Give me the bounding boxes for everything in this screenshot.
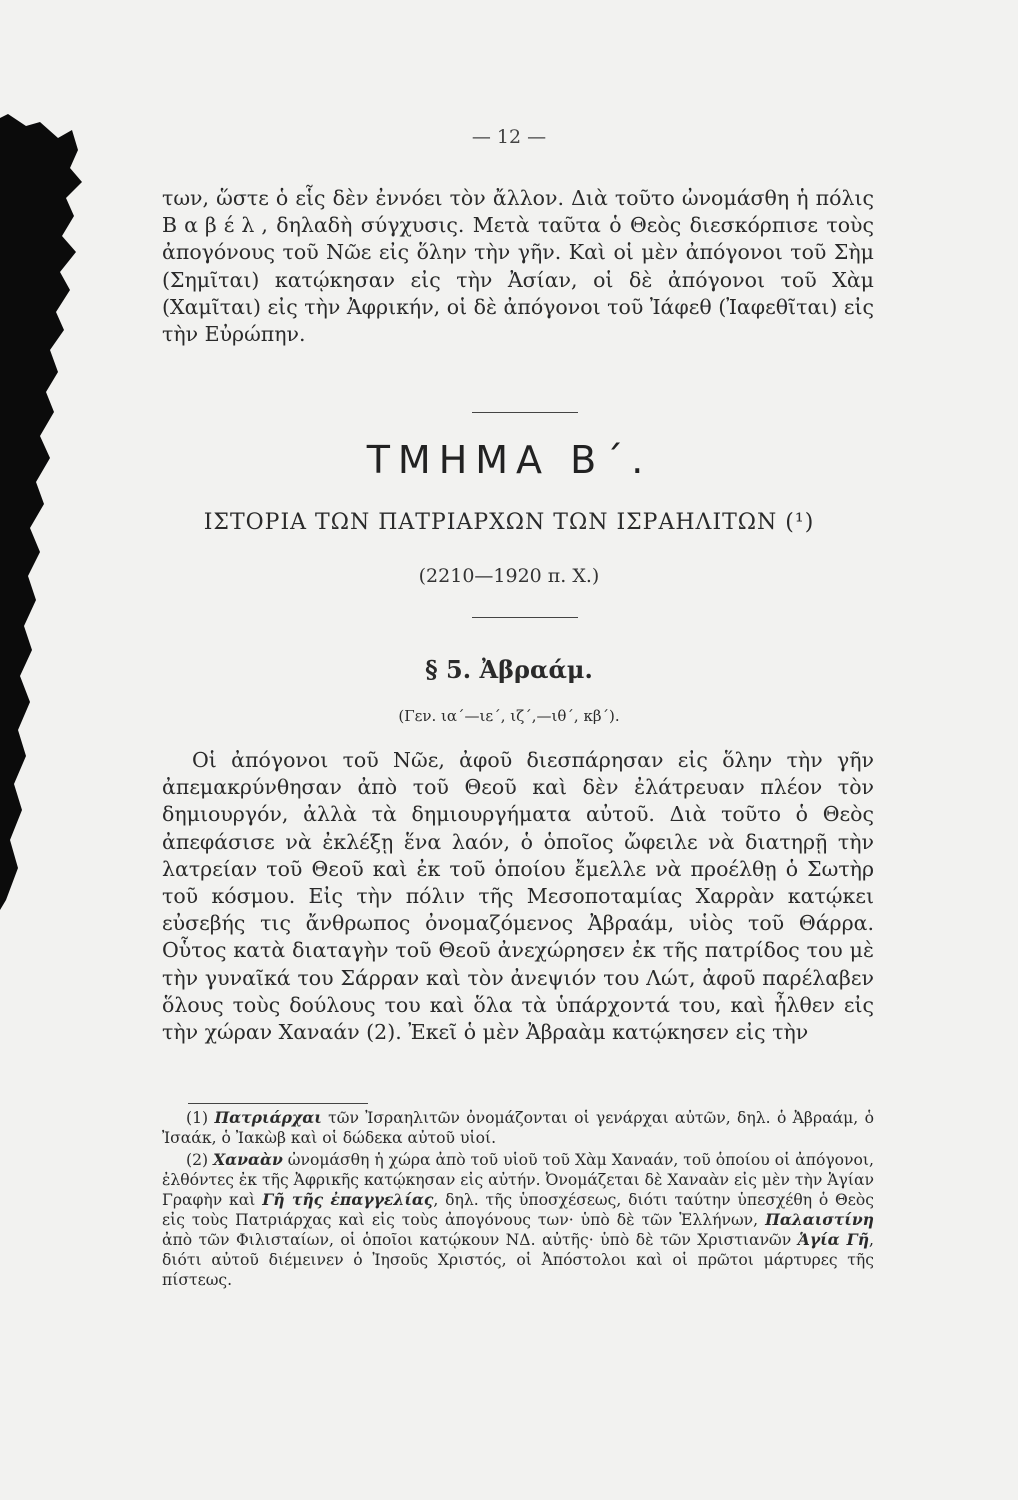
page-number: — 12 — bbox=[471, 126, 547, 148]
separator-rule-bottom bbox=[472, 617, 578, 618]
footnote-2-term-3: Παλαιστίνη bbox=[765, 1210, 874, 1229]
footnote-2-term-1: Χαναὰν bbox=[213, 1150, 283, 1169]
section-subtitle: ΙΣΤΟΡΙΑ ΤΩΝ ΠΑΤΡΙΑΡΧΩΝ ΤΩΝ ΙΣΡΑΗΛΙΤΩΝ (¹) bbox=[203, 510, 815, 535]
footnote-1-text: τῶν Ἰσραηλιτῶν ὀνομάζονται οἱ γενάρχαι αὐτῶν, δηλ. ὁ Ἀβραάμ, ὁ Ἰσαάκ, ὁ Ἰακὼβ καὶ οἱ δώδεκα αὐτοῦ υἱοί. bbox=[162, 1109, 874, 1147]
footnote-2-text-4: , διότι αὐτοῦ διέμεινεν ὁ Ἰησοῦς Χριστός, οἱ Ἀπόστολοι καὶ οἱ πρῶτοι μάρτυρες τῆς πίστεως. bbox=[162, 1231, 874, 1289]
footnote-1 bbox=[162, 1108, 874, 1148]
footnote-2-term-4: Ἁγία Γῆ bbox=[797, 1230, 870, 1249]
spaced-name-babel: Βαβέλ bbox=[162, 213, 262, 238]
footnote-1-marker: (1) bbox=[186, 1109, 209, 1127]
date-range: (2210—1920 π. Χ.) bbox=[418, 565, 600, 587]
footnote-2-marker: (2) bbox=[186, 1151, 209, 1169]
separator-rule-top bbox=[472, 412, 578, 413]
paragraph-heading: § 5. Ἀβραάμ. bbox=[425, 655, 593, 684]
footnote-2 bbox=[162, 1150, 874, 1290]
torn-page-edge bbox=[0, 0, 110, 1500]
footnote-2-text-2: , δηλ. τῆς ὑποσχέσεως, διότι ταύτην ὑπεσχέθη ὁ Θεὸς εἰς τοὺς Πατριάρχας καὶ εἰς τοὺς ἀπογόνους των· ὑπὸ δὲ τῶν Ἑλλήνων, bbox=[162, 1191, 875, 1229]
section-heading: ΤΜΗΜΑ Β΄. bbox=[366, 438, 652, 482]
continuation-text-start: των, ὥστε ὁ εἷς δὲν ἐννόει τὸν ἄλλον. Διὰ τοῦτο ὠνομάσθη ἡ πόλις bbox=[162, 186, 874, 210]
main-paragraph bbox=[162, 747, 874, 1046]
footnote-rule bbox=[188, 1103, 368, 1104]
footnote-2-term-2: Γῆ τῆς ἐπαγγελίας bbox=[262, 1190, 434, 1209]
scripture-reference: (Γεν. ια΄—ιε΄, ιζ΄,—ιθ΄, κβ΄). bbox=[398, 707, 620, 725]
footnote-1-term: Πατριάρχαι bbox=[214, 1108, 322, 1127]
main-paragraph-text: Οἱ ἀπόγονοι τοῦ Νῶε, ἀφοῦ διεσπάρησαν εἰς ὅλην τὴν γῆν ἀπεμακρύνθησαν ἀπὸ τοῦ Θεοῦ καὶ δὲν ἐλάτρευαν πλέον τὸν δημιουργόν, ἀλλὰ τὰ δημιουργήματα αὐτοῦ. Διὰ τοῦτο ὁ Θεὸς ἀπεφάσισε νὰ ἐκλέξῃ ἕνα λαόν, ὁ ὁποῖος ὤφειλε νὰ διατηρῇ τὴν λατρείαν τοῦ Θεοῦ καὶ ἐκ τοῦ ὁποίου ἔμελλε νὰ προέλθῃ ὁ Σωτὴρ τοῦ κόσμου. Εἰς τὴν πόλιν τῆς Μεσοποταμίας Χαρρὰν κατῴκει εὐσεβής τις ἄνθρωπος ὀνομαζόμενος Ἀβραάμ, υἱὸς τοῦ Θάρρα. Οὗτος κατὰ διαταγὴν τοῦ Θεοῦ ἀνεχώρησεν ἐκ τῆς πατρίδος του μὲ τὴν γυναῖκά του Σάρραν καὶ τὸν ἀνεψιόν του Λώτ, ἀφοῦ παρέλαβεν ὅλους τοὺς δούλους του καὶ ὅλα τὰ ὑπάρχοντά του, καὶ ἦλθεν εἰς τὴν χώραν Χαναάν (2). Ἐκεῖ ὁ μὲν Ἀβραὰμ κατῴκησεν εἰς τὴν bbox=[162, 748, 874, 1045]
continuation-paragraph bbox=[162, 185, 874, 348]
footnote-2-text-3: ἀπὸ τῶν Φιλισταίων, οἱ ὁποῖοι κατῴκουν ΝΔ. αὐτῆς· ὑπὸ δὲ τῶν Χριστιανῶν bbox=[162, 1231, 798, 1249]
continuation-text-end: , δηλαδὴ σύγχυσις. Μετὰ ταῦτα ὁ Θεὸς διεσκόρπισε τοὺς ἀπογόνους τοῦ Νῶε εἰς ὅλην τὴν γῆν. Καὶ οἱ μὲν ἀπόγονοι τοῦ Σὴμ (Σημῖται) κατῴκησαν εἰς τὴν Ἀσίαν, οἱ δὲ ἀπόγονοι τοῦ Χὰμ (Χαμῖται) εἰς τὴν Ἀφρικήν, οἱ δὲ ἀπόγονοι τοῦ Ἰάφεθ (Ἰαφεθῖται) εἰς τὴν Εὐρώπην. bbox=[162, 213, 874, 347]
footnote-2-text-1: ὠνομάσθη ἡ χώρα ἀπὸ τοῦ υἱοῦ τοῦ Χὰμ Χαναάν, τοῦ ὁποίου οἱ ἀπόγονοι, ἐλθόντες ἐκ τῆς Ἀφρικῆς κατῴκησαν εἰς αὐτήν. Ὀνομάζεται δὲ Χαναὰν εἰς μὲν τὴν Ἁγίαν Γραφὴν καὶ bbox=[162, 1151, 874, 1209]
footnotes bbox=[162, 1108, 874, 1290]
